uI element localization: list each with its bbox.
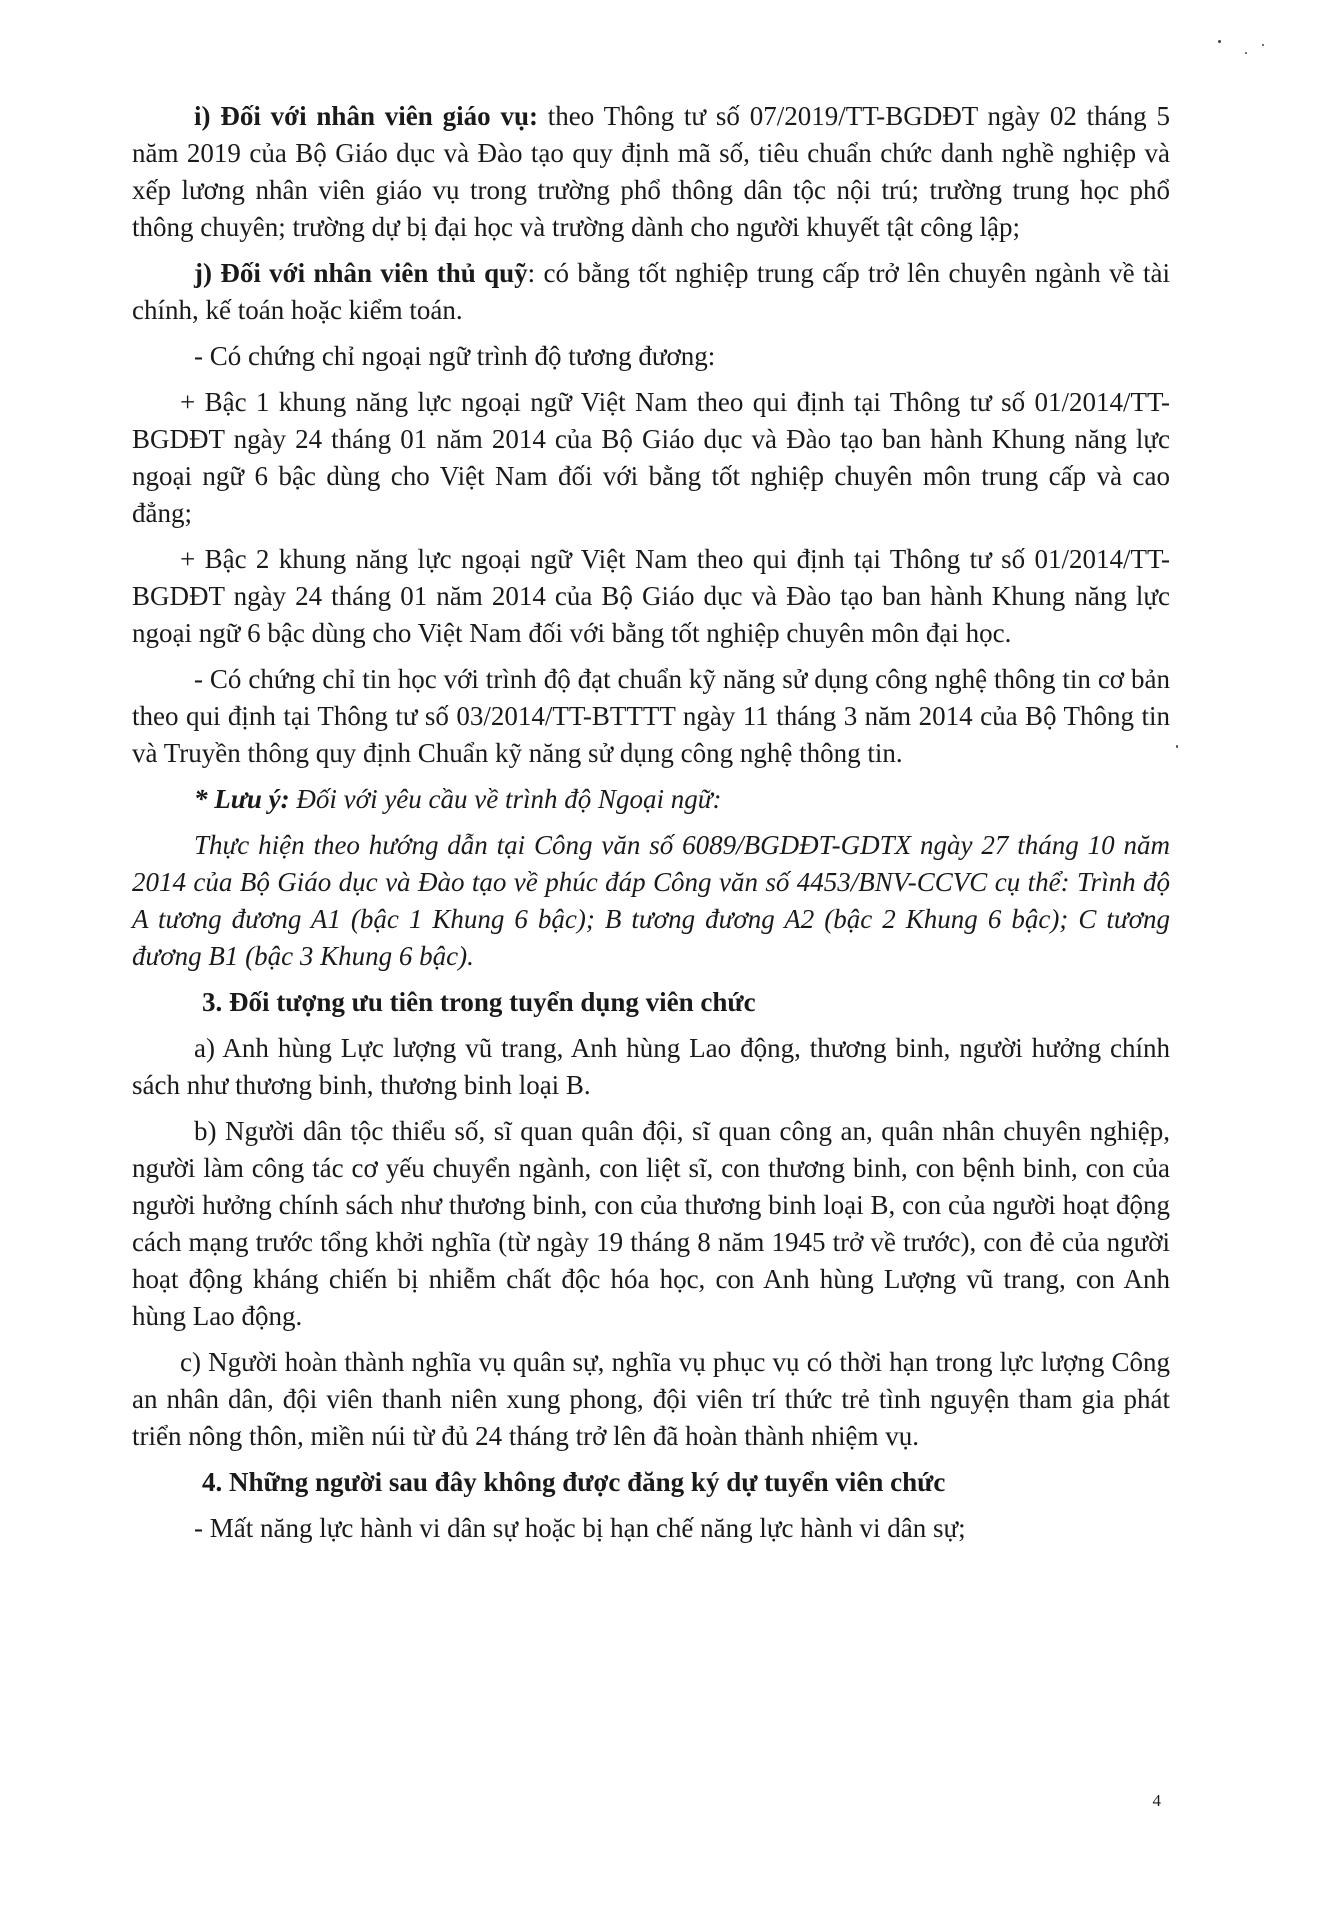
page-number: 4 — [1152, 1791, 1161, 1810]
paragraph-i-text: theo Thông tư số 07/2019/TT-BGDĐT ngày 02 tháng 5 năm 2019 của Bộ Giáo dục và Đào tạo quy định mã số, tiêu chuẩn chức danh nghề nghiệp và xếp lương nhân viên giáo vụ trong trường phổ thông dân tộc nội trú; trường trung học phổ thông chuyên; trường dự bị đại học và trường dành cho người khuyết tật công lập; — [132, 101, 1170, 242]
foreign-language-level-2: + Bậc 2 khung năng lực ngoại ngữ Việt Nam theo qui định tại Thông tư số 01/2014/TT-BGDĐT ngày 24 tháng 01 năm 2014 của Bộ Giáo dục và Đào tạo ban hành Khung năng lực ngoại ngữ 6 bậc dùng cho Việt Nam đối với bằng tốt nghiệp chuyên môn đại học. — [132, 544, 1170, 648]
paragraph-i — [132, 98, 1170, 246]
scan-speck — [1245, 52, 1247, 54]
section-4-heading: 4. Những người sau đây không được đăng ký dự tuyển viên chức — [202, 1467, 946, 1497]
foreign-language-level-1: + Bậc 1 khung năng lực ngoại ngữ Việt Nam theo qui định tại Thông tư số 01/2014/TT-BGDĐT ngày 24 tháng 01 năm 2014 của Bộ Giáo dục và Đào tạo ban hành Khung năng lực ngoại ngữ 6 bậc dùng cho Việt Nam đối với bằng tốt nghiệp chuyên môn trung cấp và cao đẳng; — [132, 387, 1170, 528]
section-4-item-1: - Mất năng lực hành vi dân sự hoặc bị hạn chế năng lực hành vi dân sự; — [194, 1513, 966, 1543]
note-title: Đối với yêu cầu về trình độ Ngoại ngữ: — [289, 784, 722, 814]
paragraph-j-label: j) Đối với nhân viên thủ quỹ — [194, 258, 528, 288]
section-3-heading: 3. Đối tượng ưu tiên trong tuyển dụng viên chức — [202, 987, 756, 1017]
scan-speck — [1176, 745, 1178, 748]
paragraph-j-text: : có bằng tốt nghiệp trung cấp trở lên chuyên ngành về tài chính, kế toán hoặc kiểm toán. — [132, 258, 1170, 325]
section-3-item-c: c) Người hoàn thành nghĩa vụ quân sự, nghĩa vụ phục vụ có thời hạn trong lực lượng Công an nhân dân, đội viên thanh niên xung phong, đội viên trí thức trẻ tình nguyện tham gia phát triển nông thôn, miền núi từ đủ 24 tháng trở lên đã hoàn thành nhiệm vụ. — [132, 1347, 1170, 1451]
note-label: * Lưu ý: — [194, 784, 290, 814]
note-heading — [132, 781, 1170, 818]
section-3-item-a: a) Anh hùng Lực lượng vũ trang, Anh hùng Lao động, thương binh, người hưởng chính sách như thương binh, thương binh loại B. — [132, 1033, 1170, 1100]
it-certificate: - Có chứng chỉ tin học với trình độ đạt chuẩn kỹ năng sử dụng công nghệ thông tin cơ bản theo qui định tại Thông tư số 03/2014/TT-BTTTT ngày 11 tháng 3 năm 2014 của Bộ Thông tin và Truyền thông quy định Chuẩn kỹ năng sử dụng công nghệ thông tin. — [132, 664, 1170, 768]
document-page — [132, 98, 1170, 1556]
scan-speck — [1262, 44, 1264, 46]
section-3-item-b: b) Người dân tộc thiểu số, sĩ quan quân đội, sĩ quan công an, quân nhân chuyên nghiệp, người làm công tác cơ yếu chuyển ngành, con liệt sĩ, con thương binh, con bệnh binh, con của người hưởng chính sách như thương binh, con của thương binh loại B, con của người hoạt động cách mạng trước tổng khởi nghĩa (từ ngày 19 tháng 8 năm 1945 trở về trước), con đẻ của người hoạt động kháng chiến bị nhiễm chất độc hóa học, con Anh hùng Lượng vũ trang, con Anh hùng Lao động. — [132, 1116, 1170, 1331]
paragraph-j — [132, 255, 1170, 329]
note-text: Thực hiện theo hướng dẫn tại Công văn số 6089/BGDĐT-GDTX ngày 27 tháng 10 năm 2014 của Bộ Giáo dục và Đào tạo về phúc đáp Công văn số 4453/BNV-CCVC cụ thể: Trình độ A tương đương A1 (bậc 1 Khung 6 bậc); B tương đương A2 (bậc 2 Khung 6 bậc); C tương đương B1 (bậc 3 Khung 6 bậc). — [132, 830, 1170, 971]
foreign-language-intro: - Có chứng chỉ ngoại ngữ trình độ tương đương: — [194, 341, 716, 371]
scan-speck — [1218, 40, 1221, 43]
paragraph-i-label: i) Đối với nhân viên giáo vụ: — [194, 101, 538, 131]
